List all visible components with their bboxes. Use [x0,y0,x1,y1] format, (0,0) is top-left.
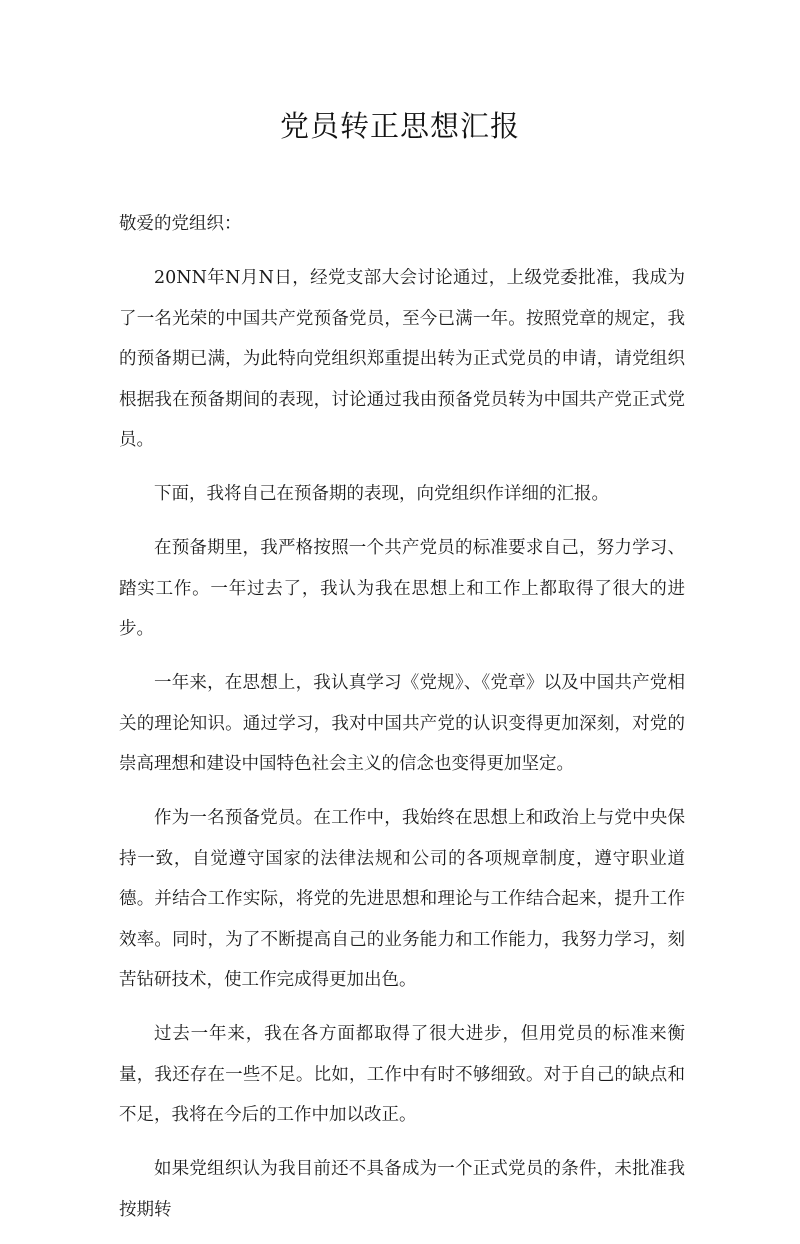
paragraph-4: 一年来，在思想上，我认真学习《党规》、《党章》以及中国共产党相关的理论知识。通过学习，我对中国共产党的认识变得更加深刻，对党的崇高理想和建设中国特色社会主义的信念也变得更加坚定。 [119,673,685,774]
document-title: 党员转正思想汇报 [279,109,520,143]
salutation: 敬爱的党组织： [119,214,242,234]
paragraph-2: 下面，我将自己在预备期的表现，向党组织作详细的汇报。 [154,484,609,504]
paragraph-5: 作为一名预备党员。在工作中，我始终在思想上和政治上与党中央保持一致，自觉遵守国家的法律法规和公司的各项规章制度，遵守职业道德。并结合工作实际，将党的先进思想和理论与工作结合起来，提升工作效率。同时，为了不断提高自己的业务能力和工作能力，我努力学习，刻苦钻研技术，使工作完成得更加出色。 [119,808,685,990]
paragraph-3: 在预备期里，我严格按照一个共产党员的标准要求自己，努力学习、踏实工作。一年过去了，我认为我在思想上和工作上都取得了很大的进步。 [119,538,685,639]
document-body [119,204,685,1244]
paragraph-6: 过去一年来，我在各方面都取得了很大进步，但用党员的标准来衡量，我还存在一些不足。比如，工作中有时不够细致。对于自己的缺点和不足，我将在今后的工作中加以改正。 [119,1024,685,1125]
paragraph-1: 20NN年N月N日，经党支部大会讨论通过，上级党委批准，我成为了一名光荣的中国共产党预备党员，至今已满一年。按照党章的规定，我的预备期已满，为此特向党组织郑重提出转为正式党员的申请，请党组织根据我在预备期间的表现，讨论通过我由预备党员转为中国共产党正式党员。 [119,268,685,450]
paragraph-7: 如果党组织认为我目前还不具备成为一个正式党员的条件，未批准我按期转 [119,1159,685,1220]
